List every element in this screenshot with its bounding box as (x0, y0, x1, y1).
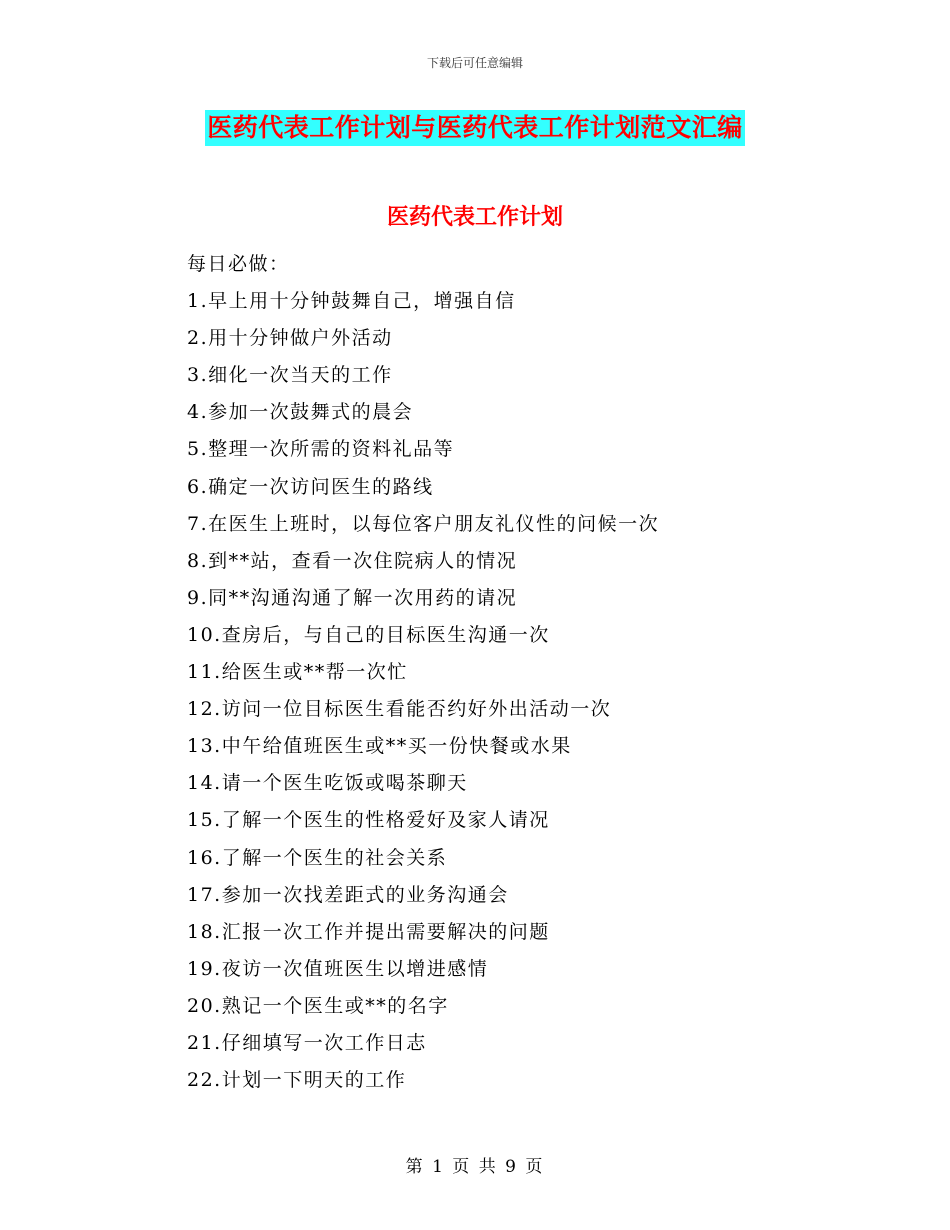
list-item: 9.同**沟通沟通了解一次用药的请况 (187, 586, 518, 609)
list-item: 16.了解一个医生的社会关系 (187, 846, 448, 869)
list-item: 2.用十分钟做户外活动 (187, 327, 393, 350)
list-item: 18.汇报一次工作并提出需要解决的问题 (187, 920, 550, 943)
main-title-container (0, 110, 950, 146)
list-item: 4.参加一次鼓舞式的晨会 (187, 401, 414, 424)
header-note: 下载后可任意编辑 (426, 56, 523, 70)
list-item: 21.仔细填写一次工作日志 (187, 1031, 427, 1054)
list-item: 1.早上用十分钟鼓舞自己，增强自信 (187, 290, 516, 313)
list-item: 6.确定一次访问医生的路线 (187, 475, 434, 498)
list-item: 20.熟记一个医生或**的名字 (187, 994, 449, 1017)
list-item: 17.参加一次找差距式的业务沟通会 (187, 883, 509, 906)
list-item: 19.夜访一次值班医生以增进感情 (187, 957, 489, 980)
list-item: 8.到**站，查看一次住院病人的情况 (187, 549, 518, 572)
list-item: 15.了解一个医生的性格爱好及家人请况 (187, 809, 550, 832)
list-item: 13.中午给值班医生或**买一份快餐或水果 (187, 735, 572, 758)
main-title: 医药代表工作计划与医药代表工作计划范文汇编 (205, 110, 745, 146)
document-body (187, 246, 887, 1099)
list-item: 10.查房后，与自己的目标医生沟通一次 (187, 623, 550, 646)
list-item: 11.给医生或**帮一次忙 (187, 661, 408, 684)
list-item: 22.计划一下明天的工作 (187, 1069, 407, 1092)
list-item: 14.请一个医生吃饭或喝茶聊天 (187, 772, 468, 795)
list-item: 12.访问一位目标医生看能否约好外出活动一次 (187, 698, 612, 721)
page-footer: 第 1 页 共 9 页 (405, 1157, 545, 1177)
list-item: 5.整理一次所需的资料礼品等 (187, 438, 455, 461)
list-item: 3.细化一次当天的工作 (187, 364, 393, 387)
section-title: 医药代表工作计划 (386, 204, 563, 230)
list-item: 7.在医生上班时，以每位客户朋友礼仪性的问候一次 (187, 512, 660, 535)
task-list (187, 283, 887, 1099)
intro-line: 每日必做： (187, 253, 290, 275)
